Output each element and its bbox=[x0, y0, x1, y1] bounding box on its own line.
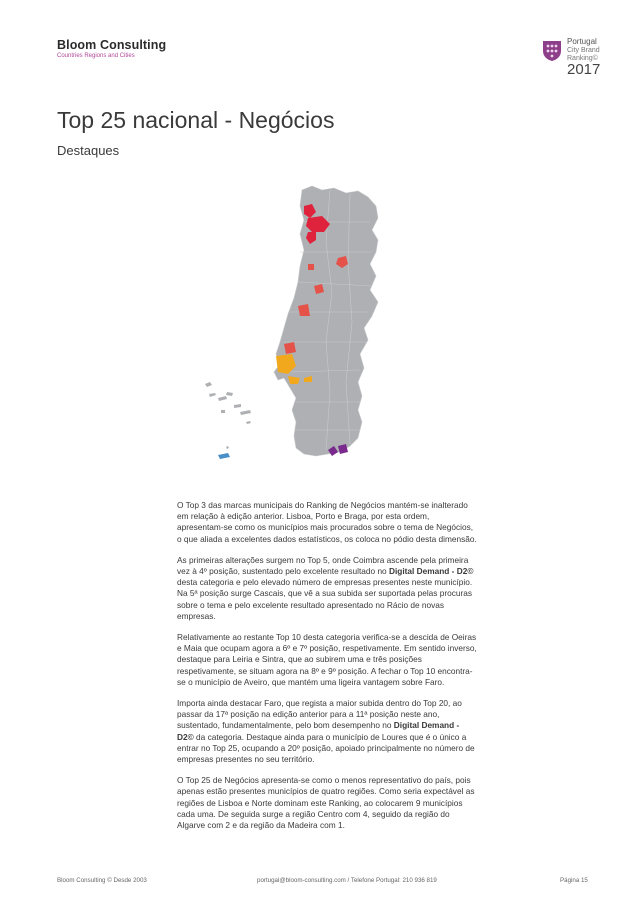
text-run: da categoria. Destaque ainda para o município de Loures que é o único a entrar no Top 25, ocupando a 20º posição, apoiado principalmente no número de empresas presentes no seu território. bbox=[177, 731, 475, 765]
footer-contact: portugal@bloom-consulting.com / Telefone Portugal: 210 936 819 bbox=[257, 877, 437, 884]
text-run: Importa ainda destacar Faro, que regista a maior subida dentro do Top 20, ao passar da 17ª posição na edição anterior para a 11ª posição neste ano, sustentado, fundamentalmente, pelo bom desempenho no bbox=[177, 698, 462, 731]
azores-islands bbox=[205, 382, 251, 424]
footer-copyright: Bloom Consulting © Desde 2003 bbox=[57, 877, 147, 884]
page-number: Página 15 bbox=[560, 877, 588, 884]
body-paragraph bbox=[177, 555, 477, 622]
shield-icon bbox=[542, 40, 562, 62]
madeira-islands bbox=[218, 446, 230, 459]
bold-term: Digital Demand - D2© bbox=[177, 720, 460, 742]
bold-term: Digital Demand - D2© bbox=[388, 566, 474, 577]
badge-country: Portugal bbox=[567, 37, 597, 46]
body-paragraph bbox=[177, 632, 477, 688]
body-text bbox=[177, 500, 477, 841]
body-paragraph bbox=[177, 775, 477, 831]
portugal-map bbox=[200, 182, 390, 472]
page-subtitle: Destaques bbox=[57, 143, 120, 158]
ranking-badge bbox=[542, 36, 614, 82]
body-paragraph bbox=[177, 698, 477, 765]
text-run: Relativamente ao restante Top 10 desta categoria verifica-se a descida de Oeiras e Maia que ocupam agora a 6º e 7º posição, respetivamente. Em sentido inverso, destaque para Leiria e Sintra, que ao subirem uma e três posições respetivamente, se situam agora na 8º e 9º posição. A fechar o Top 10 encontra-se o município de Aveiro, que mantém uma ligeira vantagem sobre Faro. bbox=[177, 632, 477, 687]
badge-line3: Ranking© bbox=[567, 55, 598, 62]
body-paragraph bbox=[177, 500, 477, 545]
text-run: O Top 25 de Negócios apresenta-se como o menos representativo do país, pois apenas estão presentes municípios de quatro regiões. Como seria expectável as regiões de Lisboa e Norte dominam este Ranking, ao colocarem 9 municípios cada uma. De seguida surge a região Centro com 4, seguido da região do Algarve com 2 e da região da Madeira com 1. bbox=[177, 775, 475, 831]
brand-name: Bloom Consulting bbox=[57, 38, 167, 52]
badge-year: 2017 bbox=[567, 61, 601, 78]
page-title: Top 25 nacional - Negócios bbox=[57, 107, 335, 133]
brand-logo bbox=[57, 38, 166, 59]
text-run: As primeiras alterações surgem no Top 5, onde Coimbra ascende pela primeira vez à 4º posição, sustentado pelo excelente resultado no bbox=[177, 554, 469, 577]
text-run: O Top 3 das marcas municipais do Ranking de Negócios mantém-se inalterado em relação à edição anterior. Lisboa, Porto e Braga, por esta ordem, apresentam-se como os municípios mais procurados sobre o tema de Negócios, o que aliada a excelentes dados estatísticos, os coloca no pódio desta dimensão. bbox=[177, 500, 477, 544]
text-run: desta categoria e pelo elevado número de empresas presentes neste município. Na 5ª posição surge Cascais, que vê a sua subida ser suportada pelas procuras sobre o tema e pelo excelente resultado apresentado no Rácio de novas empresas. bbox=[177, 577, 473, 621]
brand-tagline: Countries Regions and Cities bbox=[57, 53, 135, 59]
badge-line2: City Brand bbox=[567, 47, 600, 54]
